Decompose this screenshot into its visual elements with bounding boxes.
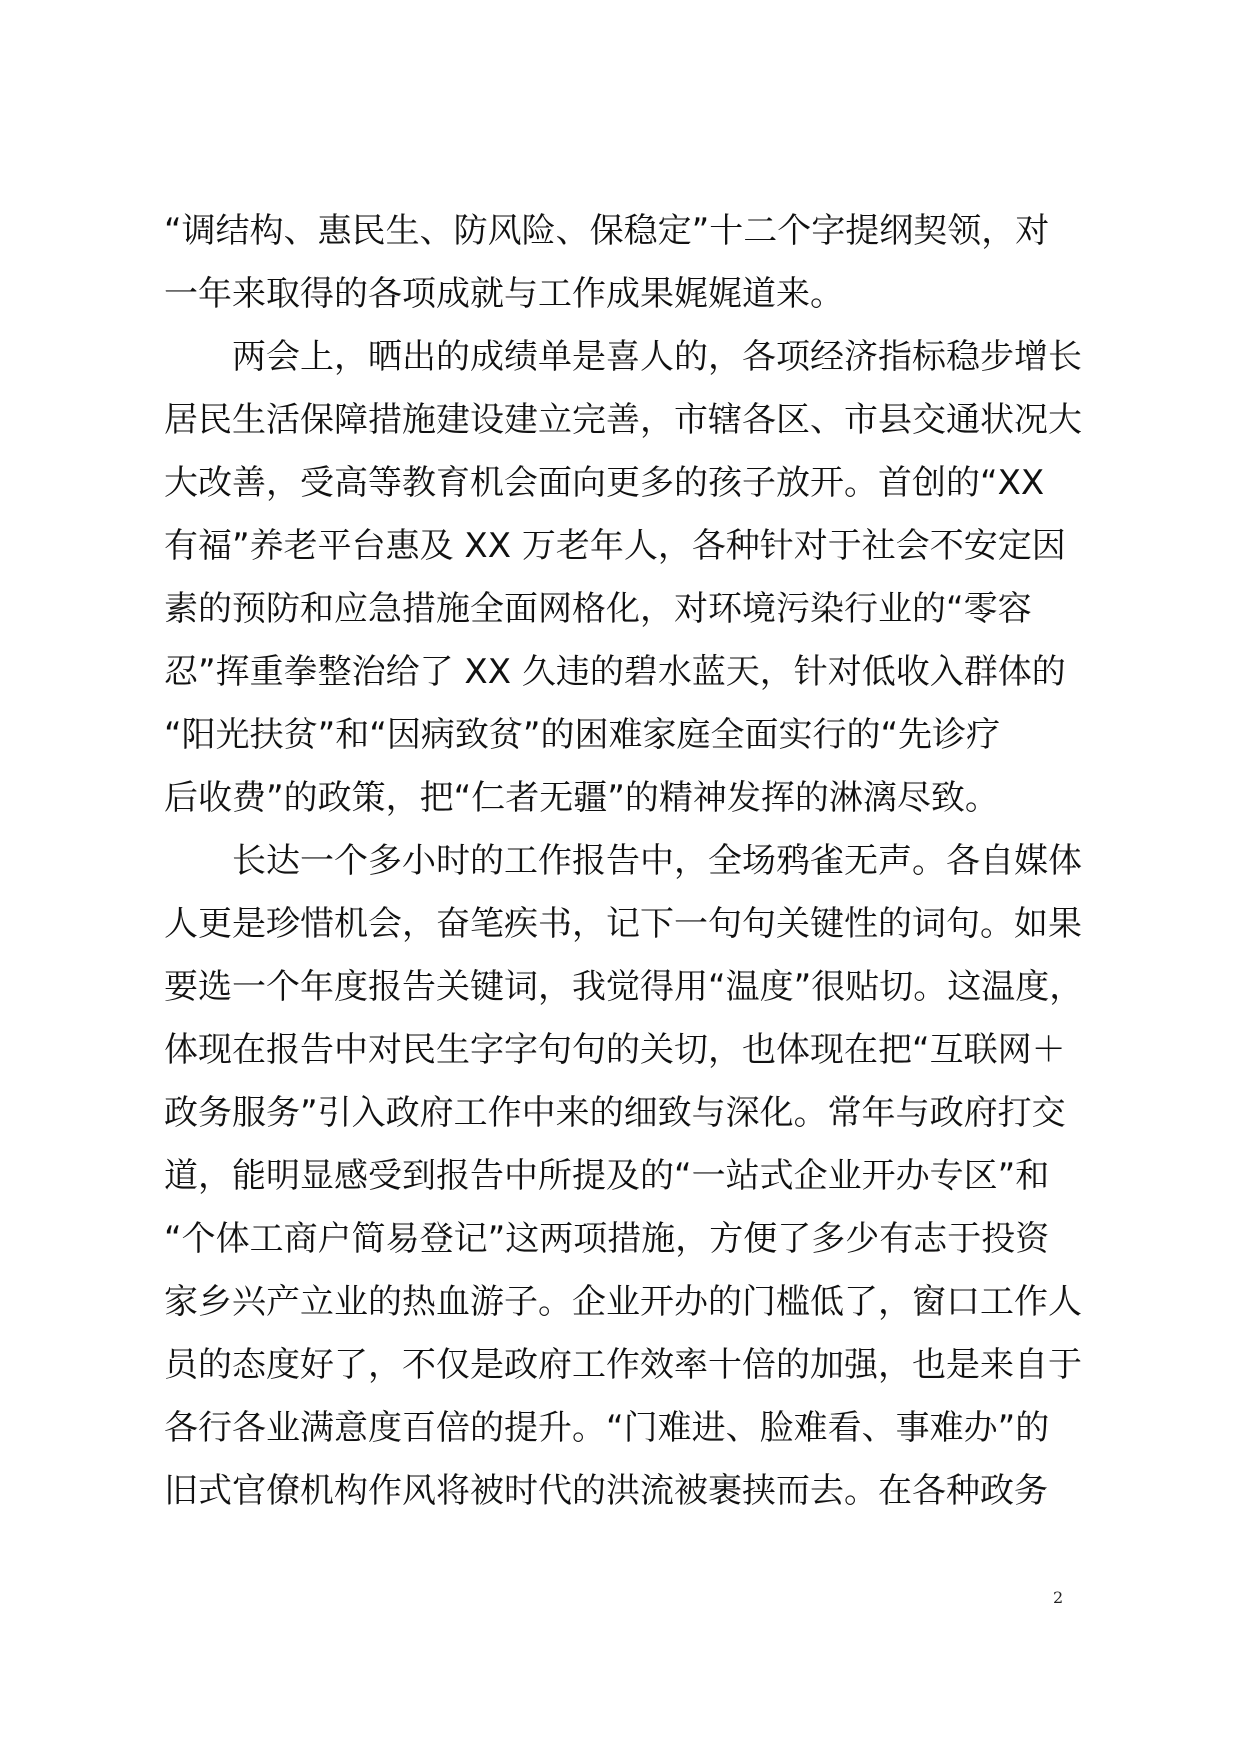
text-line: 忍”挥重拳整治给了 XX 久违的碧水蓝天，针对低收入群体的 (164, 652, 1066, 692)
text-line: “个体工商户简易登记”这两项措施，方便了多少有志于投资 (164, 1219, 1050, 1259)
text-line: “阳光扶贫”和“因病致贫”的困难家庭全面实行的“先诊疗 (164, 715, 1001, 755)
body-text (164, 200, 1084, 1523)
paragraph-first-line: 两会上，晒出的成绩单是喜人的，各项经济指标稳步增长 (232, 337, 1082, 377)
text-line: 大改善，受高等教育机会面向更多的孩子放开。首创的“XX (164, 463, 1045, 503)
text-line: 居民生活保障措施建设建立完善，市辖各区、市县交通状况大 (164, 400, 1082, 440)
text-line: 道，能明显感受到报告中所提及的“一站式企业开办专区”和 (164, 1156, 1050, 1196)
text-line: 素的预防和应急措施全面网格化，对环境污染行业的“零容 (164, 589, 1032, 629)
text-line: “调结构、惠民生、防风险、保稳定”十二个字提纲契领，对 (164, 211, 1050, 251)
text-line: 一年来取得的各项成就与工作成果娓娓道来。 (164, 274, 844, 314)
text-line: 家乡兴产立业的热血游子。企业开办的门槛低了，窗口工作人 (164, 1282, 1082, 1322)
text-line: 各行各业满意度百倍的提升。“门难进、脸难看、事难办”的 (164, 1408, 1050, 1448)
text-line: 旧式官僚机构作风将被时代的洪流被裹挟而去。在各种政务 (164, 1471, 1048, 1511)
text-line: 员的态度好了，不仅是政府工作效率十倍的加强，也是来自于 (164, 1345, 1082, 1385)
text-line: 体现在报告中对民生字字句句的关切，也体现在把“互联网＋ (164, 1030, 1066, 1070)
text-line: 有福”养老平台惠及 XX 万老年人，各种针对于社会不安定因 (164, 526, 1066, 566)
text-line: 后收费”的政策，把“仁者无疆”的精神发挥的淋漓尽致。 (164, 778, 999, 818)
text-line: 要选一个年度报告关键词，我觉得用“温度”很贴切。这温度， (164, 967, 1084, 1007)
paragraph-first-line: 长达一个多小时的工作报告中，全场鸦雀无声。各自媒体 (232, 841, 1082, 881)
text-line: 人更是珍惜机会，奋笔疾书，记下一句句关键性的词句。如果 (164, 904, 1082, 944)
text-line: 政务服务”引入政府工作中来的细致与深化。常年与政府打交 (164, 1093, 1066, 1133)
page-number: 2 (1053, 1588, 1064, 1607)
